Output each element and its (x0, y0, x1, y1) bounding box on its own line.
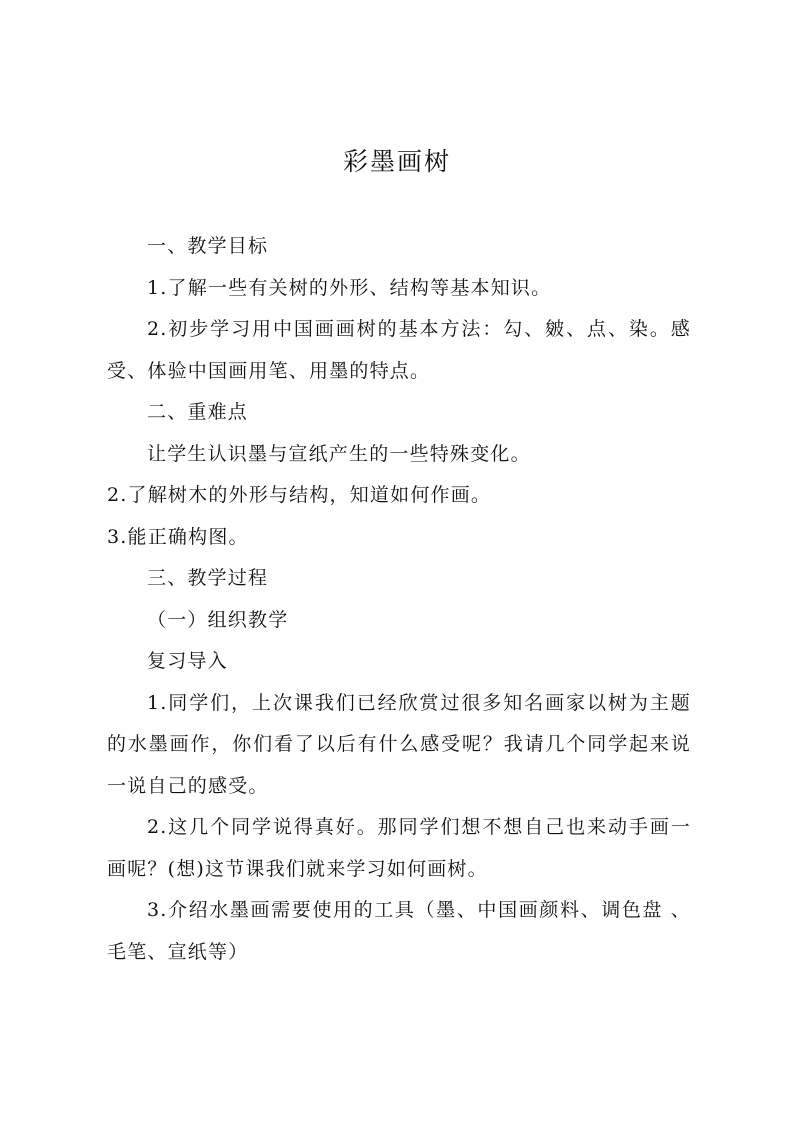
paragraph: 复习导入 (147, 650, 228, 672)
paragraph: 让学生认识墨与宣纸产生的一些特殊变化。 (147, 442, 531, 465)
paragraph: 3.介绍水墨画需要使用的工具（墨、中国画颜料、调色盘 、毛笔、宣纸等） (107, 899, 691, 963)
paragraph: 2.了解树木的外形与结构，知道如何作画。 (107, 484, 492, 506)
subsection-heading: （一）组织教学 (147, 608, 289, 631)
paragraph: 3.能正确构图。 (107, 525, 249, 548)
section-heading-process: 三、教学过程 (147, 567, 269, 589)
document-body (107, 226, 691, 973)
paragraph: 2.初步学习用中国画画树的基本方法：勾、皴、点、染。感受、体验中国画用笔、用墨的特点。 (107, 318, 691, 382)
section-heading-goals: 一、教学目标 (147, 235, 269, 257)
paragraph: 1.同学们，上次课我们已经欣赏过很多知名画家以树为主题的水墨画作，你们看了以后有什么感受呢？我请几个同学起来说一说自己的感受。 (107, 691, 691, 797)
document-title: 彩墨画树 (342, 147, 451, 176)
paragraph: 2.这几个同学说得真好。那同学们想不想自己也来动手画一画呢？(想)这节课我们就来学习如何画树。 (107, 816, 691, 880)
paragraph: 1.了解一些有关树的外形、结构等基本知识。 (147, 276, 552, 299)
section-heading-key-points: 二、重难点 (147, 401, 249, 423)
